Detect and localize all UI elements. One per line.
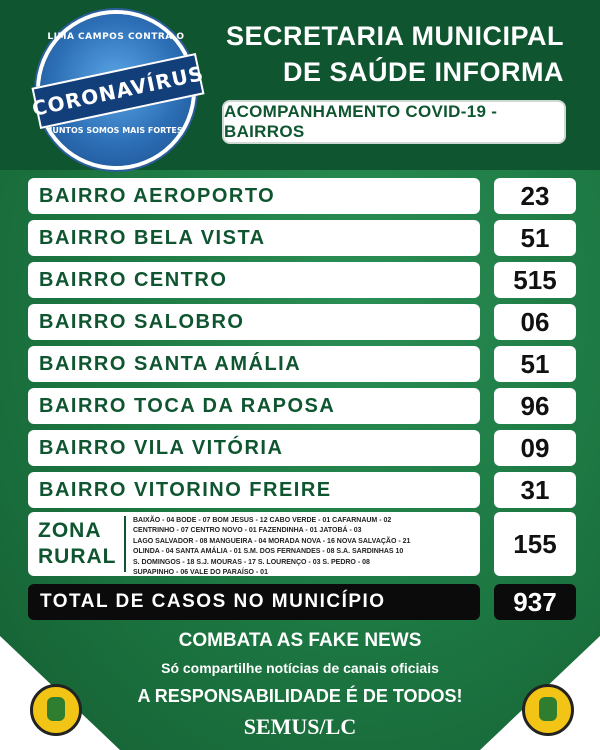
bairro-row bbox=[28, 178, 480, 214]
footer-signature: SEMUS/LC bbox=[243, 714, 357, 739]
bairro-cases bbox=[494, 220, 576, 256]
bairro-row bbox=[28, 388, 480, 424]
total-label: TOTAL DE CASOS NO MUNICÍPIO bbox=[40, 591, 386, 612]
total-cases bbox=[494, 584, 576, 620]
rural-list-line: LAGO SALVADOR - 08 MANGUEIRA - 04 MORADA NOVA - 16 NOVA SALVAÇÃO - 21 bbox=[133, 537, 411, 545]
bairro-row bbox=[28, 304, 480, 340]
total-row bbox=[28, 584, 480, 620]
rural-zone-cases-value: 155 bbox=[513, 528, 557, 559]
rural-list-line: OLINDA - 04 SANTA AMÁLIA - 01 S.M. DOS FERNANDES - 08 S.A. SARDINHAS 10 bbox=[133, 548, 404, 556]
bairro-row bbox=[28, 262, 480, 298]
bairro-cases-value: 23 bbox=[520, 180, 550, 211]
bairro-row bbox=[28, 346, 480, 382]
bairro-cases bbox=[494, 346, 576, 382]
badge-ribbon-text: CORONAVÍRUS bbox=[29, 61, 207, 121]
bairro-cases-value: 51 bbox=[520, 348, 550, 379]
bairro-cases-value: 96 bbox=[520, 390, 550, 421]
bairro-cases bbox=[494, 178, 576, 214]
bairro-name: BAIRRO TOCA DA RAPOSA bbox=[39, 394, 336, 417]
badge-bottom-text: JUNTOS SOMOS MAIS FORTES bbox=[49, 126, 183, 135]
rural-divider bbox=[124, 516, 126, 572]
bairro-cases-value: 09 bbox=[520, 432, 550, 463]
badge-top-text: LIMA CAMPOS CONTRA O bbox=[47, 32, 185, 42]
rural-locality-list bbox=[133, 516, 477, 578]
footer-subline: Só compartilhe notícias de canais oficiais bbox=[161, 660, 439, 676]
bairro-name: BAIRRO BELA VISTA bbox=[39, 226, 266, 249]
footer-responsibility: A RESPONSABILIDADE É DE TODOS! bbox=[137, 686, 463, 706]
bairro-row bbox=[28, 220, 480, 256]
badge-ribbon bbox=[29, 53, 207, 129]
rural-zone-title bbox=[38, 518, 148, 570]
bairro-cases bbox=[494, 388, 576, 424]
rural-list-line: BAIXÃO - 04 BODE - 07 BOM JESUS - 12 CABO VERDE - 01 CAFARNAUM - 02 bbox=[133, 517, 392, 524]
bairro-cases bbox=[494, 304, 576, 340]
bairro-row bbox=[28, 472, 480, 508]
rural-zone-row bbox=[28, 512, 480, 576]
total-cases-value: 937 bbox=[513, 586, 557, 617]
bairro-cases-value: 06 bbox=[520, 306, 550, 337]
subtitle: ACOMPANHAMENTO COVID-19 - BAIRROS bbox=[224, 102, 498, 141]
title-line-1: SECRETARIA MUNICIPAL bbox=[226, 21, 564, 51]
bairro-name: BAIRRO VILA VITÓRIA bbox=[39, 436, 284, 459]
bairro-name: BAIRRO AEROPORTO bbox=[39, 184, 276, 207]
bairro-cases bbox=[494, 262, 576, 298]
bairro-name: BAIRRO VITORINO FREIRE bbox=[39, 478, 332, 501]
bairro-name: BAIRRO SALOBRO bbox=[39, 310, 245, 333]
rural-list-line: SUPAPINHO - 06 VALE DO PARAÍSO - 01 bbox=[133, 569, 268, 577]
bairro-cases-value: 515 bbox=[513, 264, 557, 295]
footer bbox=[0, 628, 600, 750]
subtitle-box bbox=[222, 100, 566, 144]
title-line-2: DE SAÚDE INFORMA bbox=[282, 57, 564, 87]
bairro-cases bbox=[494, 472, 576, 508]
rural-list-line: S. DOMINGOS - 18 S.J. MOURAS - 17 S. LOURENÇO - 03 S. PEDRO - 08 bbox=[133, 558, 370, 566]
page-title bbox=[204, 18, 564, 90]
bairro-row bbox=[28, 430, 480, 466]
bairro-cases bbox=[494, 430, 576, 466]
rural-title-line-2: RURAL bbox=[38, 545, 117, 568]
rural-list-line: CENTRINHO - 07 CENTRO NOVO - 01 FAZENDINHA - 01 JATOBÁ - 03 bbox=[133, 527, 362, 535]
coronavirus-badge-icon bbox=[29, 14, 207, 166]
footer-headline: COMBATA AS FAKE NEWS bbox=[178, 630, 422, 651]
bairro-name: BAIRRO SANTA AMÁLIA bbox=[39, 352, 302, 375]
bairro-name: BAIRRO CENTRO bbox=[39, 268, 228, 291]
bairro-cases-value: 31 bbox=[520, 474, 550, 505]
rural-title-line-1: ZONA bbox=[38, 519, 102, 542]
header bbox=[0, 0, 600, 170]
bairro-cases-value: 51 bbox=[520, 222, 550, 253]
rural-zone-cases bbox=[494, 512, 576, 576]
